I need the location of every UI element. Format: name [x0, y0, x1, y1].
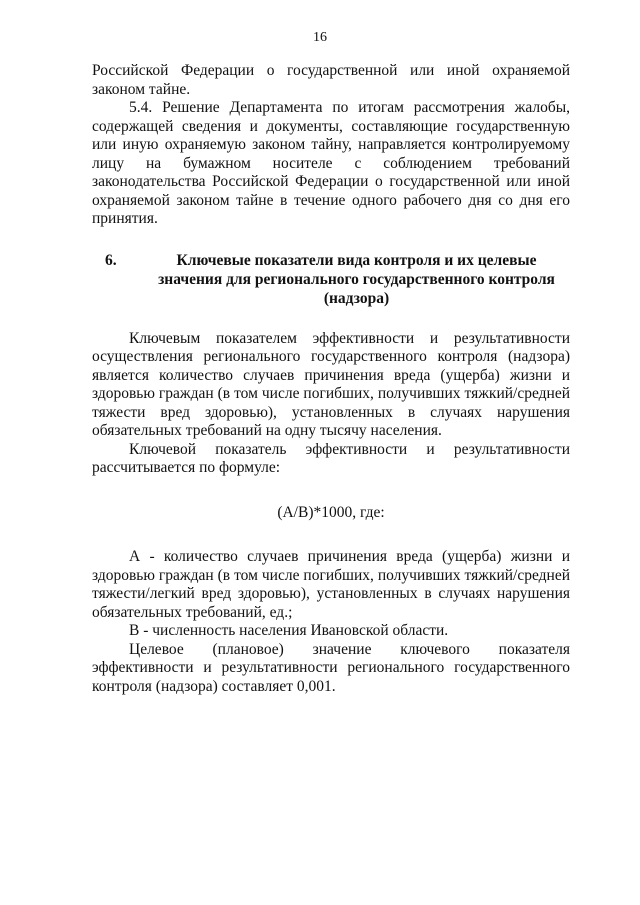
paragraph-continuation: Российской Федерации о государственной или иной охраняемой законом тайне. [92, 62, 570, 98]
section-title: Ключевые показатели вида контроля и их целевые значения для регионального государственного контроля (надзора) [158, 251, 555, 307]
paragraph-definition-b: В - численность населения Ивановской области. [129, 622, 449, 639]
formula: (А/В)*1000, где: [277, 503, 385, 521]
page-number: 16 [313, 30, 327, 45]
document-body [92, 62, 570, 696]
paragraph-formula-intro: Ключевой показатель эффективности и результативности рассчитывается по формуле: [92, 440, 570, 476]
paragraph-key-indicator: Ключевым показателем эффективности и результативности осуществления регионального государственного контроля (надзора) является количество случаев причинения вреда (ущерба) жизни и здоровью граждан (в том числе погибших, получивших тяжкий/средней тяжести вред здоровью), установленных в случаях нарушения обязательных требований на одну тысячу населения. [92, 329, 570, 439]
paragraph-target-value: Целевое (плановое) значение ключевого показателя эффективности и результативности регионального государственного контроля (надзора) составляет 0,001. [92, 640, 570, 695]
paragraph-definition-a: А - количество случаев причинения вреда (ущерба) жизни и здоровью граждан (в том числе погибших, получивших тяжкий/средней тяжести/легкий вред здоровью), установленных в случаях нарушения обязательных требований, ед.; [92, 548, 570, 621]
paragraph-5-4: 5.4. Решение Департамента по итогам рассмотрения жалобы, содержащей сведения и документы, составляющие государственную или иную охраняемую законом тайну, направляется контролируемому лицу на бумажном носителе с соблюдением требований законодательства Российской Федерации о государственной или иной охраняемой законом тайне в течение одного рабочего дня со дня его принятия. [92, 99, 570, 227]
section-number: 6. [105, 251, 117, 269]
section-heading [92, 251, 570, 308]
